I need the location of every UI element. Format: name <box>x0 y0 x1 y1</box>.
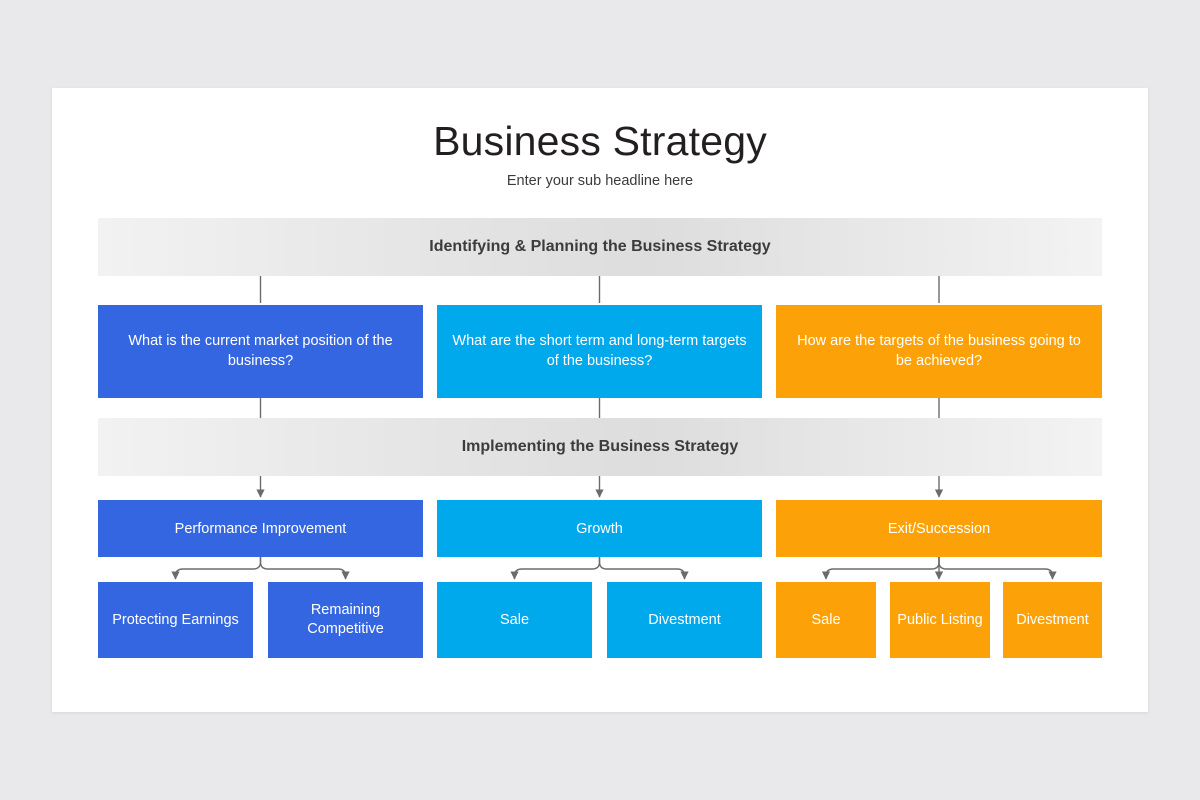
strategy-box-performance-improvement[interactable]: Performance Improvement <box>98 500 423 557</box>
banner-identifying-planning: Identifying & Planning the Business Strategy <box>98 218 1102 276</box>
strategy-box-growth[interactable]: Growth <box>437 500 762 557</box>
leaf-box-growth-sale[interactable]: Sale <box>437 582 592 658</box>
leaf-box-growth-divestment[interactable]: Divestment <box>607 582 762 658</box>
page-title: Business Strategy <box>433 118 767 164</box>
page-subtitle: Enter your sub headline here <box>506 173 694 189</box>
question-box-targets[interactable]: What are the short term and long-term targets of the business? <box>437 305 762 398</box>
leaf-box-protecting-earnings[interactable]: Protecting Earnings <box>98 582 253 658</box>
leaf-box-exit-divestment[interactable]: Divestment <box>1003 582 1102 658</box>
strategy-box-exit-succession[interactable]: Exit/Succession <box>776 500 1102 557</box>
leaf-box-remaining-competitive[interactable]: Remaining Competitive <box>268 582 423 658</box>
question-box-achievement[interactable]: How are the targets of the business going to be achieved? <box>776 305 1102 398</box>
slide-canvas <box>52 88 1148 712</box>
leaf-box-public-listing[interactable]: Public Listing <box>890 582 990 658</box>
banner-implementing: Implementing the Business Strategy <box>98 418 1102 476</box>
leaf-box-exit-sale[interactable]: Sale <box>776 582 876 658</box>
question-box-market-position[interactable]: What is the current market position of the business? <box>98 305 423 398</box>
